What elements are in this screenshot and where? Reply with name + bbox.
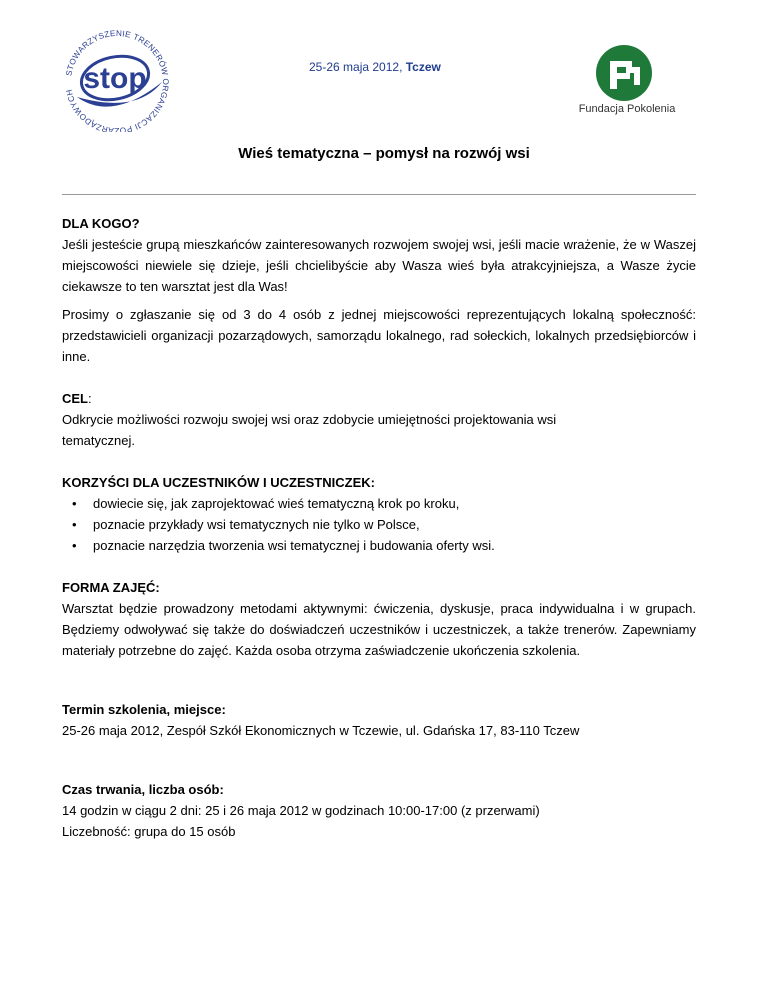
section-heading-cel — [62, 388, 696, 409]
forma-text: Warsztat będzie prowadzony metodami aktywnymi: ćwiczenia, dyskusje, praca indywidualna i w grupach. Będziemy odwoływać się także do doświadczeń uczestników i uczestniczek, a także trenerów. Zapewniamy materiały potrzebne do zajęć. Każda osoba otrzyma zaświadczenie ukończenia szkolenia. — [62, 601, 696, 658]
dla-kogo-paragraph-2: Prosimy o zgłaszanie się od 3 do 4 osób z jednej miejscowości reprezentujących lokalną społeczność: przedstawicieli organizacji pozarządowych, samorządu lokalnego, rad sołeckich, lokalnych przedsiębiorców i inne. — [62, 307, 696, 364]
list-item: • poznacie narzędzia tworzenia wsi tematycznej i budowania oferty wsi. — [62, 535, 696, 556]
section-heading-dla-kogo: DLA KOGO? — [62, 216, 140, 231]
fp-logo-caption: Fundacja Pokolenia — [578, 103, 676, 115]
czas-line-1: 14 godzin w ciągu 2 dni: 25 i 26 maja 2012 w godzinach 10:00-17:00 (z przerwami) — [62, 803, 540, 818]
cel-text: Odkrycie możliwości rozwoju swojej wsi oraz zdobycie umiejętności projektowania wsi tematycznej. — [62, 412, 557, 448]
cel-heading-text: CEL — [62, 391, 88, 406]
cel-heading-colon: : — [88, 391, 92, 406]
event-date: 25-26 maja 2012, — [309, 60, 406, 74]
list-item: • dowiecie się, jak zaprojektować wieś tematyczną krok po kroku, — [62, 493, 696, 514]
document-body — [62, 213, 696, 842]
dla-kogo-paragraph-1: Jeśli jesteście grupą mieszkańców zainteresowanych rozwojem swojej wsi, jeśli macie wrażenie, że w Waszej miejscowości niewiele się dzieje, jeśli chcielibyście aby Wasza wieś była atrakcyjniejsza, a Wasze życie ciekawsze to ten warsztat jest dla Was! — [62, 237, 696, 294]
termin-text: 25-26 maja 2012, Zespół Szkół Ekonomicznych w Tczewie, ul. Gdańska 17, 83-110 Tczew — [62, 723, 580, 738]
section-heading-termin: Termin szkolenia, miejsce: — [62, 702, 226, 717]
czas-line-2: Liczebność: grupa do 15 osób — [62, 824, 236, 839]
event-date-line — [309, 60, 441, 74]
divider-line — [62, 194, 696, 195]
list-item: • poznacie przykłady wsi tematycznych nie tylko w Polsce, — [62, 514, 696, 535]
stop-logo-ring-text: STOWARZYSZENIE TRENERÓW ORGANIZACJI POZARZĄDOWYCH — [64, 28, 171, 132]
fp-logo-mark — [572, 45, 682, 105]
stop-logo — [52, 22, 182, 132]
benefits-list — [62, 493, 696, 556]
section-heading-forma: FORMA ZAJĘĆ: — [62, 580, 160, 595]
section-heading-korzysci: KORZYŚCI DLA UCZESTNIKÓW I UCZESTNICZEK: — [62, 475, 375, 490]
stop-logo-graphic — [52, 22, 182, 132]
section-heading-czas: Czas trwania, liczba osób: — [62, 782, 224, 797]
fundacja-pokolenia-logo — [572, 45, 682, 120]
event-city: Tczew — [405, 60, 441, 74]
page-title: Wieś tematyczna – pomysł na rozwój wsi — [238, 145, 530, 162]
stop-logo-word: stop — [83, 62, 147, 95]
